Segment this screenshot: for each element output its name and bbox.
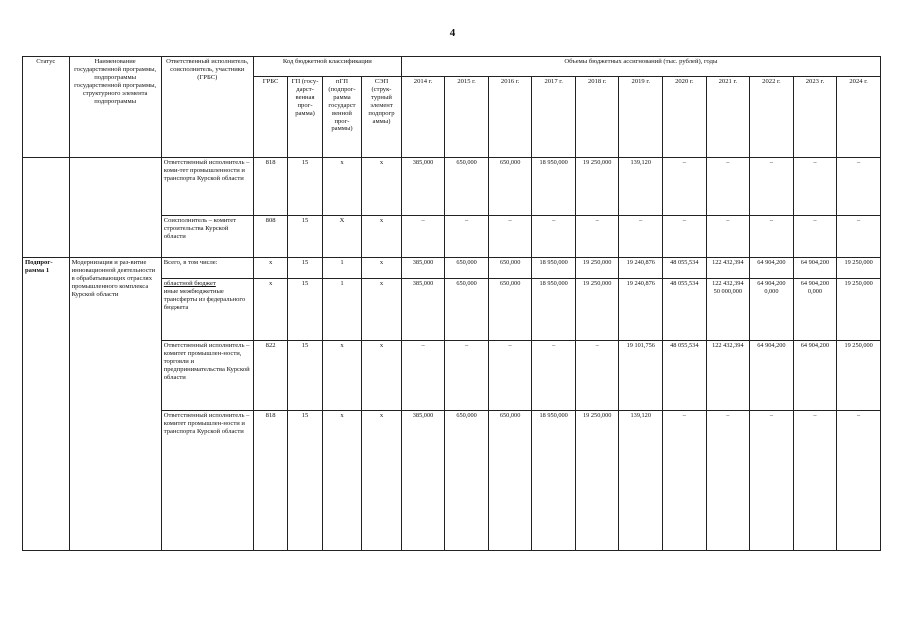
regional-budget-link[interactable]: областной бюджет [163, 280, 216, 287]
page-number: 4 [449, 27, 456, 39]
status-cell: Подпрог-рамма 1 [23, 258, 70, 551]
executor-cell: Ответственный исполнитель – комитет промышлен-ности, торговли и предпринимательства Курской области [161, 341, 253, 411]
header-year: 2018 г. [575, 77, 619, 158]
header-code-grbs: ГРБС [253, 77, 287, 158]
value-cell: 650,000 [488, 411, 532, 551]
code-cell: х [253, 258, 287, 279]
executor-text: иные межбюджетные трансферты из федерального бюджета [163, 287, 246, 311]
value-cell: – [488, 216, 532, 258]
value-cell: 18 950,000 [532, 279, 576, 341]
value-cell: – [401, 216, 445, 258]
value-cell: 19 250,000 [837, 258, 881, 279]
header-year: 2015 г. [445, 77, 489, 158]
header-year: 2023 г. [793, 77, 837, 158]
value-cell: 64 904,200 [750, 258, 794, 279]
code-cell: Х [322, 216, 361, 258]
value-cell: – [663, 216, 707, 258]
value-cell: – [750, 158, 794, 216]
value-cell: – [706, 411, 750, 551]
code-cell: 1 [322, 258, 361, 279]
value-cell: – [532, 216, 576, 258]
value-line: 122 432,394 [712, 280, 744, 287]
header-year: 2022 г. [750, 77, 794, 158]
code-cell: 1 [322, 279, 361, 341]
value-cell: 650,000 [445, 258, 489, 279]
code-cell: х [362, 279, 402, 341]
code-cell: 822 [253, 341, 287, 411]
value-line: 64 904,200 [800, 280, 830, 287]
value-cell: 122 432,394 [706, 258, 750, 279]
value-cell: 19 250,000 [575, 258, 619, 279]
value-cell: – [837, 216, 881, 258]
header-year: 2024 г. [837, 77, 881, 158]
value-cell: 19 250,000 [575, 411, 619, 551]
value-cell: – [706, 216, 750, 258]
header-year: 2020 г. [663, 77, 707, 158]
header-code-sep: СЭП (струк-турный элемент подпрогр аммы) [362, 77, 402, 158]
code-cell: х [322, 158, 361, 216]
value-cell: 18 950,000 [532, 158, 576, 216]
header-volume-group: Объемы бюджетных ассигнований (тыс. рублей), годы [401, 57, 880, 77]
value-cell: – [663, 158, 707, 216]
value-cell: 19 250,000 [837, 341, 881, 411]
value-cell: – [663, 411, 707, 551]
executor-cell: Ответственный исполнитель – коми-тет промышленности и транспорта Курской области [161, 158, 253, 216]
value-cell: 385,000 [401, 258, 445, 279]
value-cell: 139,120 [619, 411, 663, 551]
header-year: 2019 г. [619, 77, 663, 158]
value-cell [750, 279, 794, 341]
executor-cell [161, 279, 253, 341]
code-cell: 15 [288, 258, 322, 279]
code-cell: 818 [253, 411, 287, 551]
value-cell: – [401, 341, 445, 411]
executor-cell: Всего, в том числе: [161, 258, 253, 279]
value-cell: – [445, 341, 489, 411]
value-cell: 650,000 [445, 158, 489, 216]
value-cell: 122 432,394 [706, 341, 750, 411]
value-line-2: 0,000 [764, 287, 779, 295]
header-executor: Ответственный исполнитель, соисполнитель, участники (ГРБС) [161, 57, 253, 158]
value-cell: – [619, 216, 663, 258]
code-cell: 818 [253, 158, 287, 216]
value-cell: 385,000 [401, 411, 445, 551]
value-cell: 19 250,000 [575, 279, 619, 341]
header-code-pgp: пГП (подпрог-рамма государст венной прог-раммы) [322, 77, 361, 158]
value-line-2: 0,000 [807, 287, 823, 295]
value-cell: 385,000 [401, 279, 445, 341]
code-cell: х [322, 341, 361, 411]
table-row [23, 158, 881, 216]
value-cell: – [575, 216, 619, 258]
code-cell: 808 [253, 216, 287, 258]
value-cell: 19 240,876 [619, 258, 663, 279]
header-code-gp: ГП (госу-дарст-венная прог-рамма) [288, 77, 322, 158]
value-cell [793, 279, 837, 341]
value-cell: 650,000 [445, 279, 489, 341]
code-cell: х [362, 158, 402, 216]
code-cell: 15 [288, 158, 322, 216]
value-cell: – [837, 411, 881, 551]
value-cell: 64 904,200 [750, 341, 794, 411]
value-line: 64 904,200 [757, 280, 786, 287]
table-row [23, 258, 881, 279]
code-cell: х [362, 216, 402, 258]
code-cell: х [362, 258, 402, 279]
code-cell: х [253, 279, 287, 341]
code-cell: х [362, 411, 402, 551]
value-cell: 385,000 [401, 158, 445, 216]
value-cell: 19 240,876 [619, 279, 663, 341]
value-cell: – [488, 341, 532, 411]
value-cell: 650,000 [488, 258, 532, 279]
code-cell: х [322, 411, 361, 551]
header-status: Статус [23, 57, 70, 158]
value-cell: 18 950,000 [532, 411, 576, 551]
value-cell: 650,000 [445, 411, 489, 551]
header-year: 2014 г. [401, 77, 445, 158]
value-cell: 18 950,000 [532, 258, 576, 279]
status-cell [23, 158, 70, 258]
value-cell: – [793, 411, 837, 551]
value-cell: – [793, 216, 837, 258]
header-code-group: Код бюджетной классификации [253, 57, 401, 77]
value-cell: – [750, 216, 794, 258]
budget-table [22, 56, 881, 551]
value-cell: 48 055,534 [663, 341, 707, 411]
value-line-2: 50 000,000 [713, 287, 743, 295]
value-cell: – [575, 341, 619, 411]
value-cell: – [837, 158, 881, 216]
header-year: 2021 г. [706, 77, 750, 158]
code-cell: 15 [288, 216, 322, 258]
value-cell: – [750, 411, 794, 551]
code-cell: х [362, 341, 402, 411]
value-cell: – [445, 216, 489, 258]
header-name: Наименование государственной программы, подпрограммы государственной программы, структурного элемента подпрограммы [69, 57, 161, 158]
value-cell: 650,000 [488, 279, 532, 341]
header-year: 2017 г. [532, 77, 576, 158]
value-cell: – [706, 158, 750, 216]
value-cell: 19 250,000 [575, 158, 619, 216]
executor-cell: Соисполнитель – комитет строительства Курской области [161, 216, 253, 258]
code-cell: 15 [288, 411, 322, 551]
value-cell: 48 055,534 [663, 258, 707, 279]
value-cell: 19 250,000 [837, 279, 881, 341]
value-cell [706, 279, 750, 341]
name-cell: Модернизация и раз-витие инновационной деятельности в обрабатывающих отраслях промышленного комплекса Курской области [69, 258, 161, 551]
executor-cell: Ответственный исполнитель – комитет промышлен-ности и транспорта Курской области [161, 411, 253, 551]
value-cell: – [532, 341, 576, 411]
value-cell: – [793, 158, 837, 216]
value-cell: 19 101,756 [619, 341, 663, 411]
value-cell: 64 904,200 [793, 341, 837, 411]
name-cell [69, 158, 161, 258]
code-cell: 15 [288, 279, 322, 341]
header-year: 2016 г. [488, 77, 532, 158]
code-cell: 15 [288, 341, 322, 411]
value-cell: 139,120 [619, 158, 663, 216]
value-cell: 650,000 [488, 158, 532, 216]
value-cell: 48 055,534 [663, 279, 707, 341]
value-cell: 64 904,200 [793, 258, 837, 279]
